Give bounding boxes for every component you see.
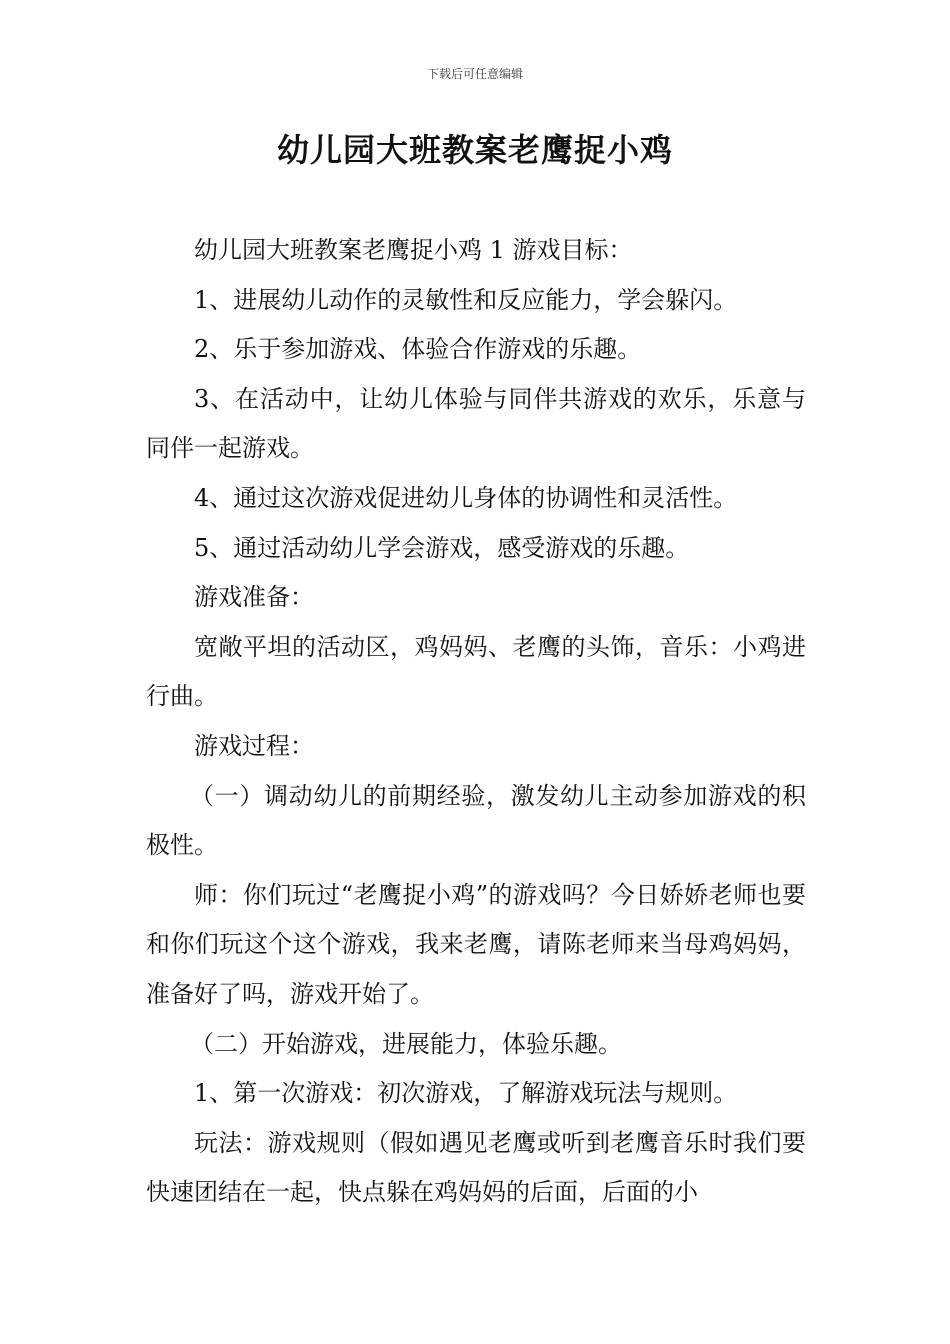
paragraph-preparation-heading: 游戏准备： (194, 583, 314, 612)
paragraph-rules: 玩法：游戏规则（假如遇见老鹰或听到老鹰音乐时我们要快速团结在一起，快点躲在鸡妈妈的后面，后面的小 (146, 1128, 806, 1207)
paragraph-goal-4: 4、通过这次游戏促进幼儿身体的协调性和灵活性。 (194, 483, 738, 512)
paragraph-preparation: 宽敞平坦的活动区，鸡妈妈、老鹰的头饰，音乐：小鸡进行曲。 (146, 632, 806, 711)
paragraph-goal-1: 1、进展幼儿动作的灵敏性和反应能力，学会躲闪。 (194, 285, 738, 314)
document-title: 幼儿园大班教案老鹰捉小鸡 (276, 131, 673, 169)
paragraph-goal-3: 3、在活动中，让幼儿体验与同伴共游戏的欢乐，乐意与同伴一起游戏。 (146, 384, 806, 463)
document-body (146, 226, 806, 1218)
paragraph-step-1-heading: （一）调动幼儿的前期经验，激发幼儿主动参加游戏的积极性。 (146, 781, 806, 860)
paragraph-intro: 幼儿园大班教案老鹰捉小鸡 1 游戏目标： (194, 236, 633, 264)
page-header-note: 下载后可任意编辑 (426, 67, 523, 81)
paragraph-first-game: 1、第一次游戏：初次游戏，了解游戏玩法与规则。 (194, 1079, 738, 1108)
paragraph-process-heading: 游戏过程： (194, 731, 314, 760)
paragraph-step-2-heading: （二）开始游戏，进展能力，体验乐趣。 (190, 1029, 622, 1058)
paragraph-teacher-dialogue: 师：你们玩过“老鹰捉小鸡”的游戏吗？今日娇娇老师也要和你们玩这个这个游戏，我来老鹰，请陈老师来当母鸡妈妈，准备好了吗，游戏开始了。 (146, 880, 806, 1008)
paragraph-goal-5: 5、通过活动幼儿学会游戏，感受游戏的乐趣。 (194, 533, 690, 562)
paragraph-goal-2: 2、乐于参加游戏、体验合作游戏的乐趣。 (194, 335, 642, 364)
